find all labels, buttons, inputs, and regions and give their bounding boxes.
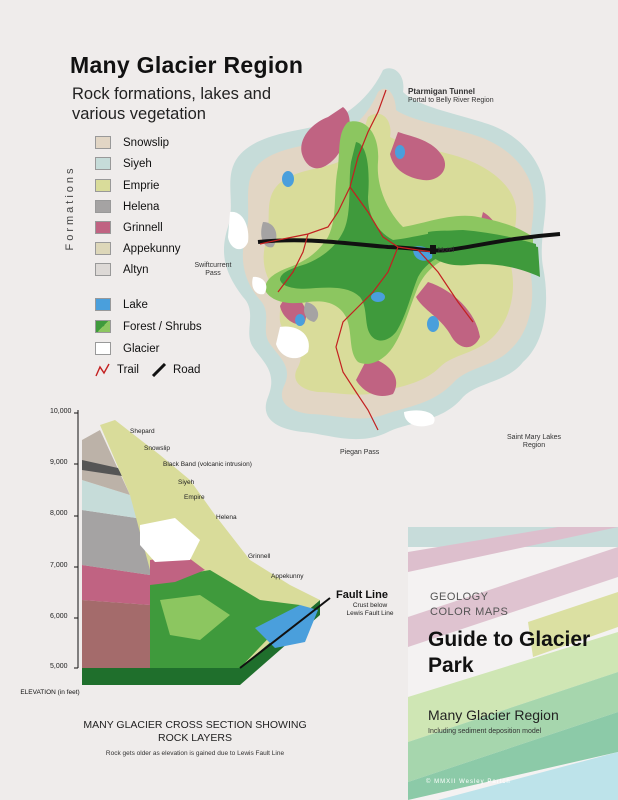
legend-formations-heading: Formations [64,165,76,251]
map-hotel-marker [430,245,436,254]
label-saint-mary: Saint Mary Lakes Region [506,434,562,449]
elevation-label-9000: 9,000 [50,459,68,466]
layer-label-black-band: Black Band (volcanic intrusion) [163,461,252,468]
legend-item-lake [95,297,148,312]
legend-item-helena [95,199,159,214]
road-icon [151,363,167,377]
fault-line-subtitle: Crust below Lewis Fault Line [346,602,394,617]
legend-label: Lake [123,298,148,311]
legend-swatch [95,200,111,213]
map-lake-5 [295,314,305,326]
label-piegan-pass: Piegan Pass [340,449,380,456]
legend-label: Helena [123,200,160,213]
fault-line-title: Fault Line [336,589,388,601]
elevation-label-10000: 10,000 [50,408,72,415]
elevation-label-6000: 6,000 [50,613,68,620]
label-ptarmigan-sub: Portal to Belly River Region [408,97,494,104]
legend-swatch [95,221,111,234]
elevation-label-5000: 5,000 [50,663,68,670]
legend-item-appekunny [95,241,181,256]
legend-swatch [95,298,111,311]
layer-label-grinnell: Grinnell [248,553,271,560]
cover-title: Guide to Glacier Park [428,628,591,677]
legend-label: Grinnell [123,221,163,234]
legend-swatch [95,320,111,333]
cover-copyright: © MMXII Wesley Partch [426,779,511,785]
legend-item-forest [95,319,202,334]
map-lake-1 [282,171,294,187]
label-hotel: Hotel [438,247,455,254]
layer-label-snowslip: Snowslip [144,445,171,452]
trail-icon [95,363,111,377]
cross-section-note: Rock gets older as elevation is gained due to Lewis Fault Line [105,750,285,757]
legend-swatch [95,342,111,355]
legend-item-snowslip [95,135,169,150]
legend-item-altyn [95,262,149,277]
legend-item-glacier [95,341,159,356]
page-title: Many Glacier Region [70,52,304,78]
elevation-label-7000: 7,000 [50,562,68,569]
legend-label: Altyn [123,263,149,276]
elevation-axis-label: ELEVATION (in feet) [20,689,80,696]
legend-item-emprie [95,178,159,193]
layer-label-appekunny: Appekunny [271,573,304,580]
layer-label-shepard: Shepard [130,428,155,435]
cover-series: GEOLOGY COLOR MAPS [430,591,509,618]
elevation-label-8000: 8,000 [50,510,68,517]
map-lake-2 [395,145,405,159]
layer-label-empire: Empire [184,494,205,501]
layer-label-helena: Helena [216,514,237,521]
legend-item-grinnell [95,220,163,235]
legend-swatch [95,136,111,149]
legend-label: Road [172,363,201,376]
legend-label: Snowslip [123,136,170,149]
legend-label: Forest / Shrubs [123,320,202,333]
layer-label-siyeh: Siyeh [178,479,195,486]
legend-label: Siyeh [123,157,152,170]
cover-region: Many Glacier Region [428,707,559,723]
legend-item-trail-road [95,362,200,377]
block-side-appekunny [82,600,150,668]
legend-item-siyeh [95,156,152,171]
cross-section-title: MANY GLACIER CROSS SECTION SHOWING ROCK LAYERS [83,719,307,744]
legend-swatch [95,157,111,170]
page-subtitle: Rock formations, lakes and various vegetation [72,85,272,123]
legend-swatch [95,242,111,255]
label-ptarmigan-title: Ptarmigan Tunnel [408,87,475,96]
cover-subtitle: Including sediment deposition model [428,728,542,735]
legend-label: Glacier [123,342,160,355]
label-swiftcurrent: Swiftcurrent Pass [194,262,232,277]
map-lake-4 [371,292,385,302]
legend-swatch [95,263,111,276]
legend-label: Emprie [123,179,160,192]
legend-swatch [95,179,111,192]
legend-label: Trail [117,363,139,376]
map-lake-6 [427,316,439,332]
legend-label: Appekunny [123,242,181,255]
cover-card [408,527,618,800]
